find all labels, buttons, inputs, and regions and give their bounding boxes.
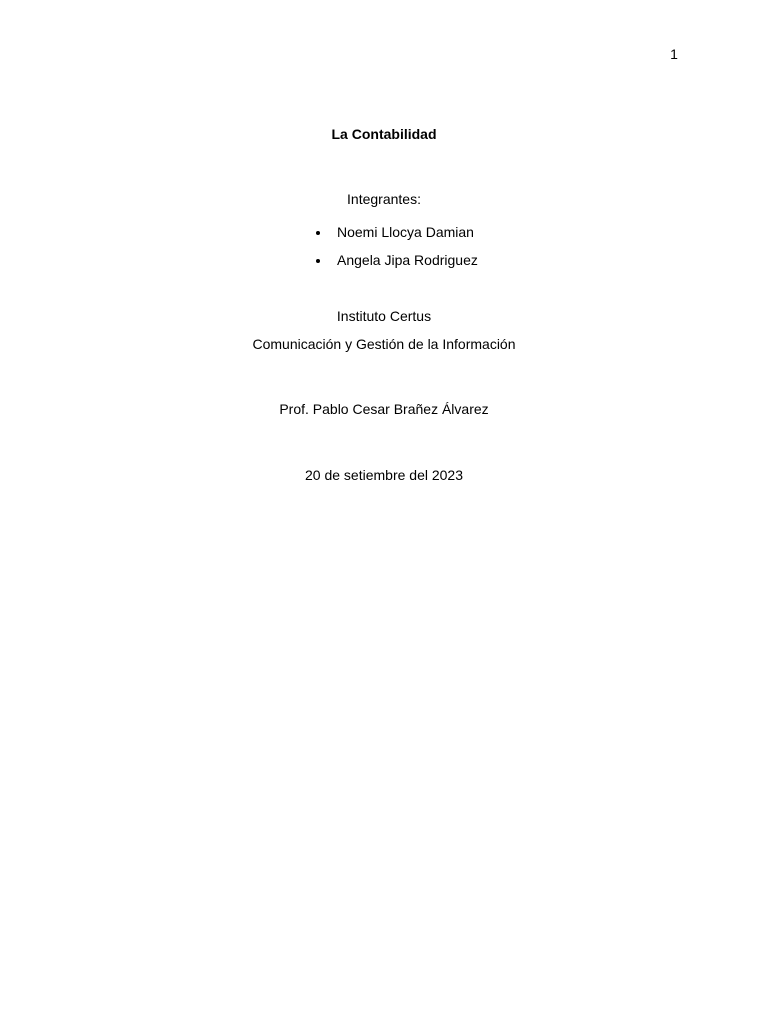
document-date: 20 de setiembre del 2023 [305,467,463,483]
member-name: Noemi Llocya Damian [337,224,474,240]
institution-name: Instituto Certus [336,308,432,324]
member-name: Angela Jipa Rodriguez [337,252,478,268]
bullet-icon [316,231,320,235]
members-list [306,223,566,279]
bullet-icon [316,259,320,263]
page-number: 1 [670,46,678,62]
document-title: La Contabilidad [331,126,437,142]
list-item [306,251,566,279]
professor-name: Prof. Pablo Cesar Brañez Álvarez [279,401,489,417]
course-name: Comunicación y Gestión de la Información [252,336,516,352]
list-item [306,223,566,251]
members-heading: Integrantes: [347,191,421,207]
